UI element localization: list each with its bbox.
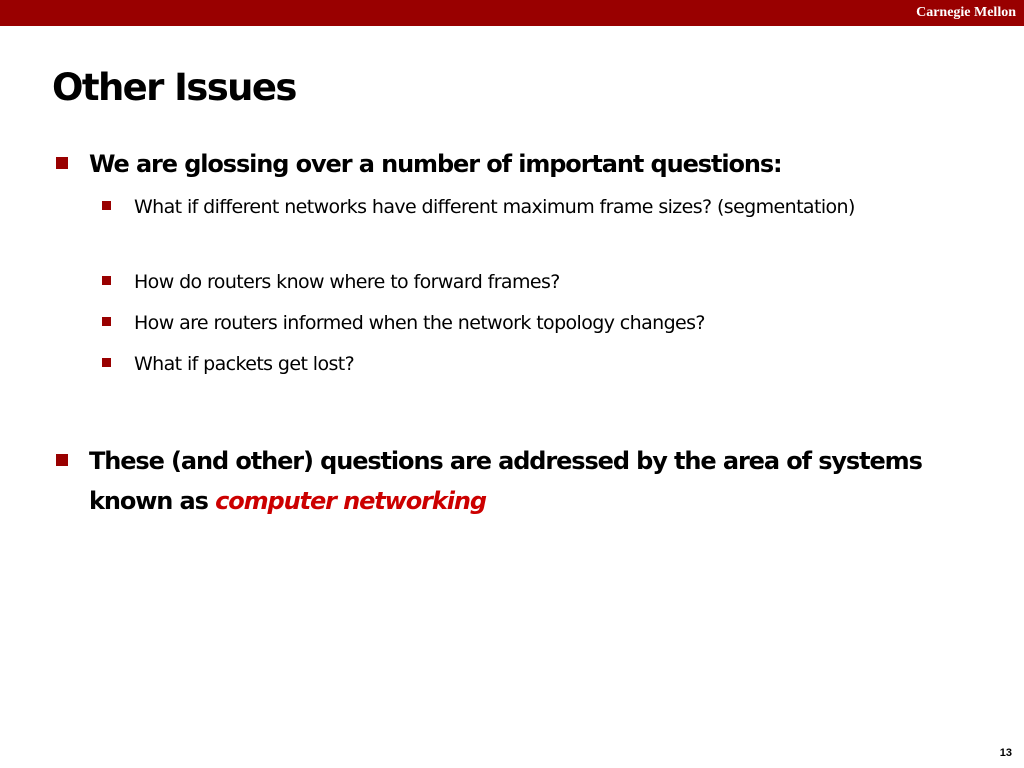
header-bar bbox=[0, 0, 1024, 26]
sub-bullet-text: How are routers informed when the network topology changes? bbox=[134, 312, 705, 334]
sub-bullet-text: What if different networks have different maximum frame sizes? (segmentation) bbox=[134, 196, 855, 218]
page-number: 13 bbox=[999, 747, 1012, 759]
square-bullet-icon bbox=[102, 347, 114, 381]
sub-bullet-item-4 bbox=[102, 347, 922, 381]
brand-label: Carnegie Mellon bbox=[916, 5, 1016, 20]
square-bullet-icon bbox=[102, 306, 114, 340]
sub-bullet-item-3 bbox=[102, 306, 922, 340]
square-bullet-icon bbox=[102, 265, 114, 299]
slide-title: Other Issues bbox=[52, 66, 296, 109]
bullet-text bbox=[89, 441, 936, 521]
sub-bullet-text: How do routers know where to forward frames? bbox=[134, 271, 560, 293]
bullet-item-1 bbox=[56, 144, 936, 184]
sub-bullet-item-2 bbox=[102, 265, 922, 299]
bullet-text: We are glossing over a number of important questions: bbox=[89, 150, 782, 178]
square-bullet-icon bbox=[56, 144, 72, 184]
sub-bullet-text: What if packets get lost? bbox=[134, 353, 355, 375]
bullet-text-main: These (and other) questions are addressed by the area of systems known as bbox=[89, 447, 922, 515]
sub-bullet-item-1 bbox=[102, 190, 922, 224]
square-bullet-icon bbox=[56, 441, 72, 481]
bullet-item-2 bbox=[56, 441, 936, 521]
emphasis-text: computer networking bbox=[215, 487, 486, 515]
square-bullet-icon bbox=[102, 190, 114, 224]
